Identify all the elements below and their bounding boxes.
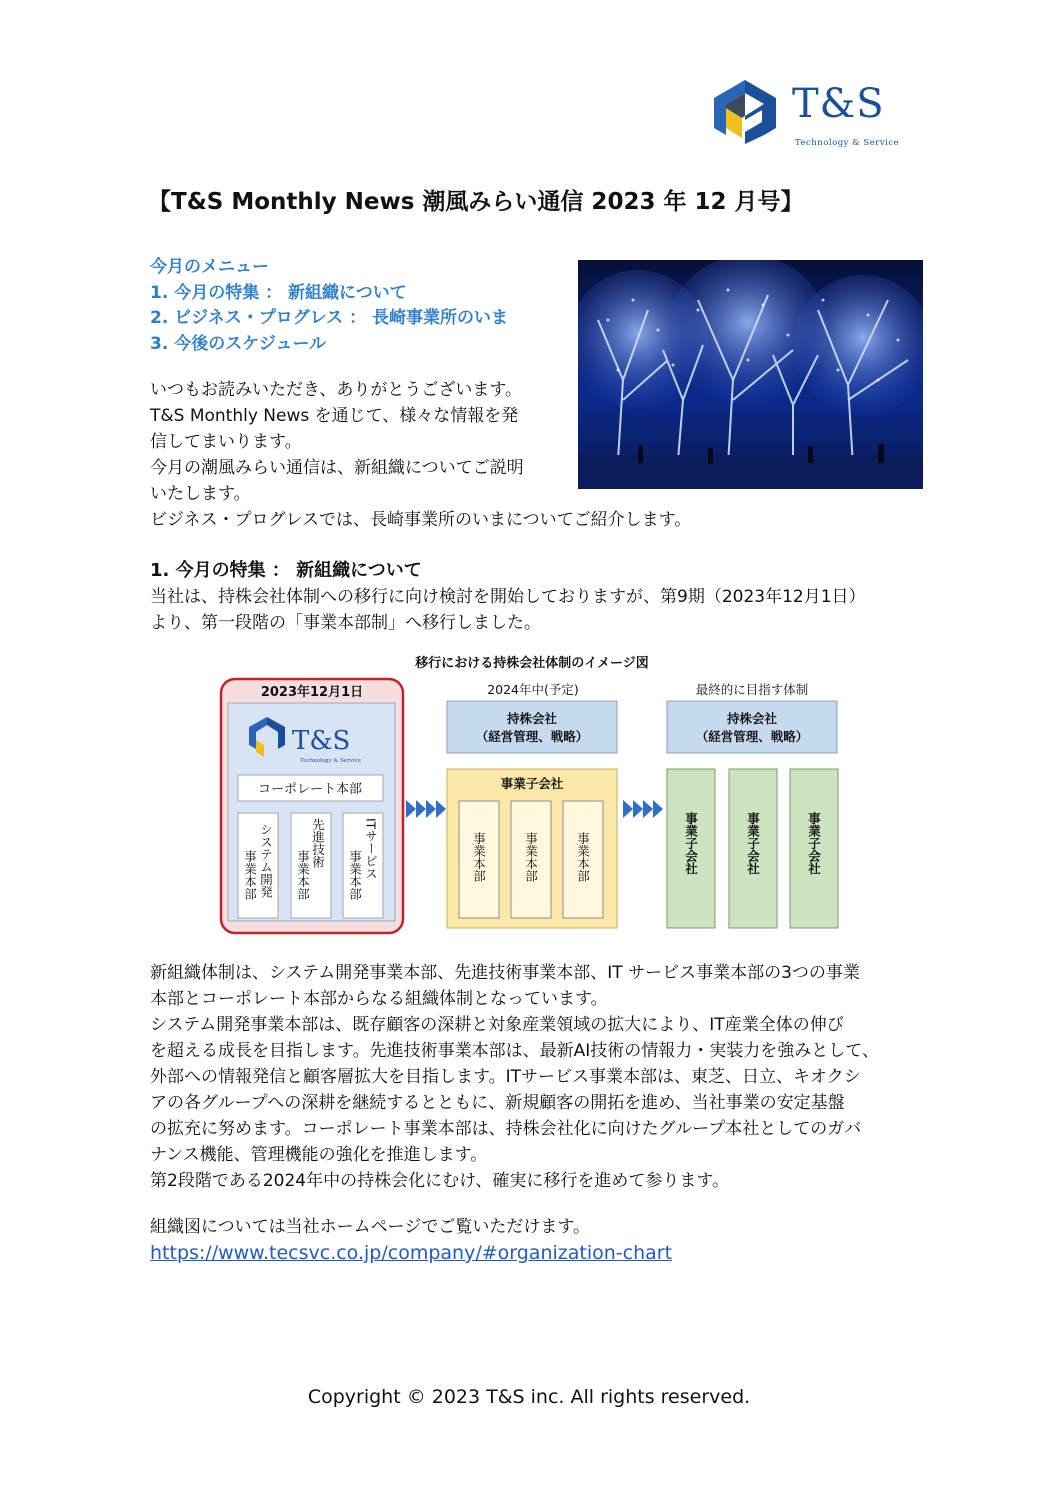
figure-title: 移行における持株会社体制のイメージ図 bbox=[415, 656, 649, 671]
final-holding-box bbox=[667, 701, 837, 753]
holding-box bbox=[447, 701, 617, 753]
holding-sub: （経営管理、戦略） bbox=[475, 729, 589, 744]
menu-list bbox=[150, 255, 508, 357]
division-system-2: 事業本部 bbox=[242, 850, 258, 900]
body-line: 外部への情報発信と顧客層拡大を目指します。ITサービス事業本部は、東芝、日立、キオクシ bbox=[150, 1067, 861, 1087]
logo-tagline: Technology & Service bbox=[795, 138, 900, 148]
subsidiary-label: 事業子会社 bbox=[500, 776, 564, 791]
section-body bbox=[150, 584, 866, 636]
link-lead: 組織図については当社ホームページでご覧いただけます。 bbox=[150, 1217, 590, 1237]
organization-chart-link[interactable]: https://www.tecsvc.co.jp/company/#organization-chart bbox=[150, 1242, 673, 1264]
logo-wordmark: T&S bbox=[792, 81, 885, 127]
holding-label: 持株会社 bbox=[506, 711, 558, 726]
division-it: ITサービス bbox=[363, 818, 379, 880]
body-line: システム開発事業本部は、既存顧客の深耕と対象産業領域の拡大により、IT産業全体の伸び bbox=[150, 1015, 844, 1035]
business-unit: 事業本部 bbox=[523, 832, 539, 882]
menu-heading: 今月のメニュー bbox=[150, 257, 269, 277]
stage1-logo-text: T&S bbox=[292, 726, 351, 756]
menu-item: 1. 今月の特集 ： 新組織について bbox=[150, 282, 407, 303]
stage2-label: 2024年中(予定) bbox=[487, 682, 579, 697]
intro-line: いたします。 bbox=[150, 484, 251, 504]
final-holding-sub: （経営管理、戦略） bbox=[695, 729, 809, 744]
menu-item: 3. 今後のスケジュール bbox=[150, 333, 327, 354]
intro-text bbox=[150, 377, 925, 533]
intro-line: いつもお読みいただき、ありがとうございます。 bbox=[150, 380, 522, 400]
body-line: を超える成長を目指します。先進技術事業本部は、最新AI技術の情報力・実装力を強みとして、 bbox=[150, 1041, 879, 1061]
stage1-label: 2023年12月1日 bbox=[260, 685, 364, 700]
division-advanced-2: 事業本部 bbox=[295, 850, 311, 900]
org-transition-diagram bbox=[215, 650, 855, 940]
final-holding-label: 持株会社 bbox=[726, 711, 778, 726]
body-line: 本部とコーポレート本部からなる組織体制となっています。 bbox=[150, 989, 608, 1009]
division-advanced: 先進技術 bbox=[310, 818, 326, 868]
org-description bbox=[150, 960, 879, 1194]
body-line: 第2段階である2024年中の持株会化にむけ、確実に移行を進めて参ります。 bbox=[150, 1171, 730, 1191]
corporate-division: コーポレート本部 bbox=[257, 782, 363, 797]
intro-line: 今月の潮風みらい通信は、新組織についてご説明 bbox=[150, 458, 524, 478]
intro-line: ビジネス・プログレスでは、長崎事業所のいまについてご紹介します。 bbox=[150, 510, 692, 530]
body-line: ナンス機能、管理機能の強化を推進します。 bbox=[150, 1145, 488, 1165]
division-it-2: 事業本部 bbox=[347, 850, 363, 900]
stage3-label: 最終的に目指す体制 bbox=[695, 682, 809, 697]
newsletter-title: 【T&S Monthly News 潮風みらい通信 2023 年 12 月号】 bbox=[148, 189, 804, 215]
business-unit: 事業本部 bbox=[575, 832, 591, 882]
final-subsidiary: 事業子会社 bbox=[806, 812, 822, 875]
arrow-icon bbox=[406, 800, 446, 818]
menu-item: 2. ビジネス・プログレス ： 長崎事業所のいま bbox=[150, 308, 509, 328]
stage1-logo-sub: Technology & Service bbox=[300, 758, 361, 764]
final-subsidiary: 事業子会社 bbox=[683, 812, 699, 875]
final-subsidiary: 事業子会社 bbox=[745, 812, 761, 875]
body-line: アの各グループへの深耕を継続するとともに、新規顧客の開拓を進め、当社事業の安定基盤 bbox=[150, 1093, 845, 1113]
body-line: 新組織体制は、システム開発事業本部、先進技術事業本部、IT サービス事業本部の3つの事業 bbox=[150, 963, 860, 983]
section-line: より、第一段階の「事業本部制」へ移行しました。 bbox=[150, 613, 541, 633]
section-title: 1. 今月の特集 ： 新組織について bbox=[150, 560, 422, 581]
copyright: Copyright © 2023 T&S inc. All rights reserved. bbox=[307, 1386, 751, 1408]
division-system: システム開発 bbox=[258, 823, 274, 898]
company-logo-icon bbox=[712, 78, 778, 146]
arrow-icon bbox=[623, 800, 663, 818]
intro-line: T&S Monthly News を通じて、様々な情報を発 bbox=[150, 406, 519, 426]
section-line: 当社は、持株会社体制への移行に向け検討を開始しておりますが、第9期（2023年12月1日） bbox=[150, 587, 866, 607]
business-unit: 事業本部 bbox=[471, 832, 487, 882]
intro-line: 信してまいります。 bbox=[150, 432, 302, 452]
body-line: の拡充に努めます。コーポレート事業本部は、持株会社化に向けたグループ本社としてのガバ bbox=[150, 1119, 862, 1139]
